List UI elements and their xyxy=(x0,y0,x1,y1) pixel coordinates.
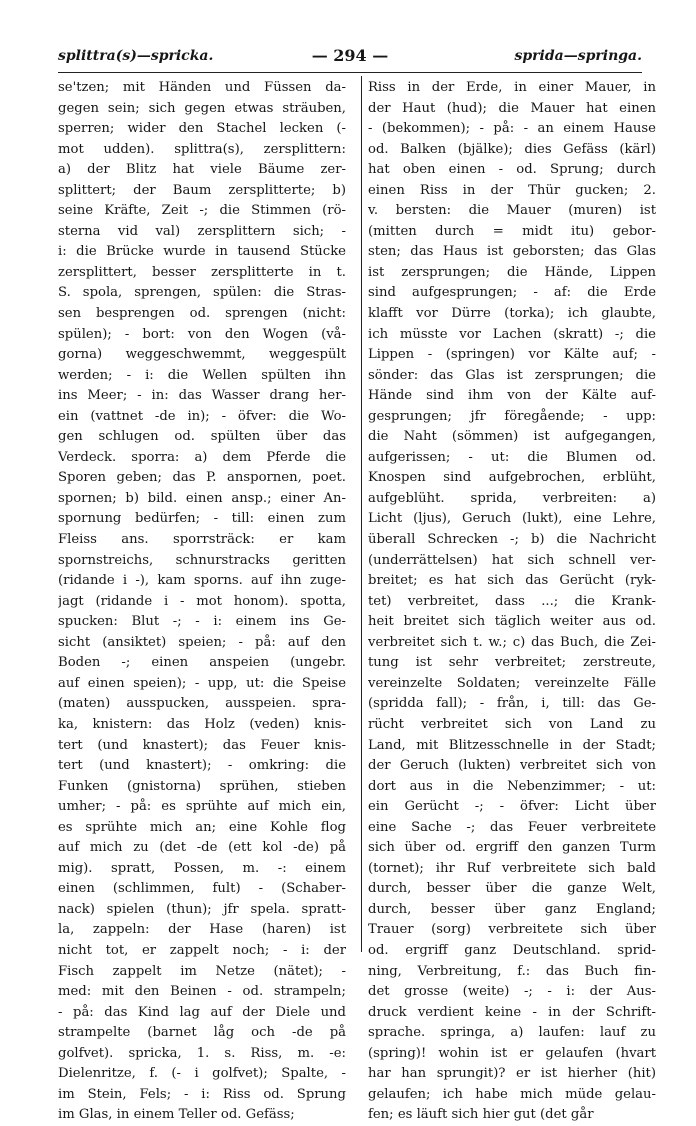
text-line: sind aufgesprungen; - af: die Erde xyxy=(368,285,656,301)
header-rule xyxy=(58,72,642,73)
text-line: einen Riss in der Thür gucken; 2. xyxy=(368,182,656,198)
text-line: golfvet). spricka, 1. s. Riss, m. -e: xyxy=(58,1045,346,1061)
text-line: Hände sind ihm von der Kälte auf- xyxy=(368,388,656,404)
text-line: fen; es läuft sich hier gut (det går xyxy=(368,1107,594,1123)
text-line: Trauer (sorg) verbreitete sich über xyxy=(368,922,656,938)
left-column xyxy=(58,78,346,1126)
text-line: tert (und knastert); - omkring: die xyxy=(58,758,346,774)
text-line: heit breitet sich täglich weiter aus od. xyxy=(368,614,656,630)
text-line: ins Meer; - in: das Wasser drang her- xyxy=(58,388,346,404)
text-line: mig). spratt, Possen, m. -: einem xyxy=(58,860,346,876)
text-line: (spridda fall); - från, i, till: das Ge- xyxy=(368,696,656,712)
text-line: einen (schlimmen, fult) - (Schaber- xyxy=(58,881,346,897)
text-line: der Haut (hud); die Mauer hat einen xyxy=(368,100,656,116)
text-line: ich müsste vor Lachen (skratt) -; die xyxy=(368,326,656,342)
text-line: rücht verbreitet sich von Land zu xyxy=(368,716,656,732)
text-line: sperren; wider den Stachel lecken (- xyxy=(58,121,346,137)
text-line: se'tzen; mit Händen und Füssen da- xyxy=(58,80,346,95)
text-line: auf mich zu (det -de (ett kol -de) på xyxy=(58,840,346,856)
header-right-guide-words: sprida—springa. xyxy=(514,48,642,64)
text-line: der Geruch (lukten) verbreitet sich von xyxy=(368,758,656,774)
text-line: Fisch zappelt im Netze (nätet); - xyxy=(58,963,346,979)
text-line: im Stein, Fels; - i: Riss od. Sprung xyxy=(58,1086,346,1102)
text-line: gesprungen; jfr föregående; - upp: xyxy=(368,408,656,424)
text-line: klafft vor Dürre (torka); ich glaubte, xyxy=(368,306,656,322)
text-line: mot udden). splittra(s), zersplittern: xyxy=(58,141,346,157)
column-divider xyxy=(361,76,362,952)
text-line: hat oben einen - od. Sprung; durch xyxy=(368,162,656,178)
text-line: gen schlugen od. spülten über das xyxy=(58,429,346,445)
text-line: (underrättelsen) hat sich schnell ver- xyxy=(368,552,656,568)
text-line: Funken (gnistorna) sprühen, stieben xyxy=(58,778,346,794)
text-line: (maten) ausspucken, ausspeien. spra- xyxy=(58,696,346,712)
text-line: werden; - i: die Wellen spülten ihn xyxy=(58,367,346,383)
text-line: spornstreichs, schnurstracks geritten xyxy=(58,552,346,568)
page-number: — 294 — xyxy=(311,46,389,65)
text-line: Fleiss ans. sporrsträck: er kam xyxy=(58,532,346,548)
text-line: tert (und knastert); das Feuer knis- xyxy=(58,737,346,753)
text-line: Verdeck. sporra: a) dem Pferde die xyxy=(58,449,346,465)
text-line: aufgeblüht. sprida, verbreiten: a) xyxy=(368,490,656,506)
text-line: zersplittert, besser zersplitterte in t. xyxy=(58,264,346,280)
text-line: ein (vattnet -de in); - öfver: die Wo- xyxy=(58,408,346,424)
text-line: spornung bedürfen; - till: einen zum xyxy=(58,511,346,527)
text-line: druck verdient keine - in der Schrift- xyxy=(368,1004,656,1020)
text-line: - på: das Kind lag auf der Diele und xyxy=(58,1004,346,1020)
text-line: umher; - på: es sprühte auf mich ein, xyxy=(58,799,346,815)
text-line: sich über od. ergriff den ganzen Turm xyxy=(368,840,656,856)
header-left-guide-words: splittra(s)—spricka. xyxy=(58,48,214,64)
text-line: Lippen - (springen) vor Kälte auf; - xyxy=(368,347,656,363)
text-line: tet) verbreitet, dass ...; die Krank- xyxy=(368,593,656,609)
text-line: (spring)! wohin ist er gelaufen (hvart xyxy=(368,1045,656,1061)
text-line: überall Schrecken -; b) die Nachricht xyxy=(368,532,656,548)
text-line: es sprühte mich an; eine Kohle flog xyxy=(58,819,346,835)
text-line: Knospen sind aufgebrochen, erblüht, xyxy=(368,470,656,486)
text-line: S. spola, sprengen, spülen: die Stras- xyxy=(58,285,346,301)
text-line: dort aus in die Nebenzimmer; - ut: xyxy=(368,778,656,794)
text-line: ning, Verbreitung, f.: das Buch fin- xyxy=(368,963,656,979)
text-line: verbreitet sich t. w.; c) das Buch, die Zei- xyxy=(368,634,656,650)
text-line: jagt (ridande i - mot honom). spotta, xyxy=(58,593,346,609)
text-line: gorna) weggeschwemmt, weggespült xyxy=(58,347,346,363)
text-line: (mitten durch = midt itu) gebor- xyxy=(368,223,656,239)
text-line: Riss in der Erde, in einer Mauer, in xyxy=(368,80,656,95)
text-line: gegen sein; sich gegen etwas sträuben, xyxy=(58,100,346,116)
text-line: spülen); - bort: von den Wogen (vå- xyxy=(58,326,346,342)
text-line: spornen; b) bild. einen ansp.; einer An- xyxy=(58,490,346,506)
text-line: nack) spielen (thun); jfr spela. spratt- xyxy=(58,901,346,917)
text-line: sten; das Haus ist geborsten; das Glas xyxy=(368,244,656,260)
text-line: sprache. springa, a) laufen: lauf zu xyxy=(368,1025,656,1041)
text-line: nicht tot, er zappelt noch; - i: der xyxy=(58,942,346,958)
text-line: gelaufen; ich habe mich müde gelau- xyxy=(368,1086,656,1102)
text-line: a) der Blitz hat viele Bäume zer- xyxy=(58,162,346,178)
text-line: Land, mit Blitzesschnelle in der Stadt; xyxy=(368,737,656,753)
text-line: Licht (ljus), Geruch (lukt), eine Lehre, xyxy=(368,511,656,527)
text-line: durch, besser über ganz England; xyxy=(368,901,656,917)
text-line: (ridande i -), kam sporns. auf ihn zuge- xyxy=(58,573,346,589)
text-line: eine Sache -; das Feuer verbreitete xyxy=(368,819,656,835)
text-line: durch, besser über die ganze Welt, xyxy=(368,881,656,897)
text-line: seine Kräfte, Zeit -; die Stimmen (rö- xyxy=(58,203,346,219)
text-line: tung ist sehr verbreitet; zerstreute, xyxy=(368,655,656,671)
text-line: la, zappeln: der Hase (haren) ist xyxy=(58,922,346,938)
text-line: od. ergriff ganz Deutschland. sprid- xyxy=(368,942,656,958)
text-line: Sporen geben; das P. anspornen, poet. xyxy=(58,470,346,486)
text-line: sen besprengen od. sprengen (nicht: xyxy=(58,306,346,322)
text-line: har han sprungit)? er ist hierher (hit) xyxy=(368,1066,656,1082)
text-line: (tornet); ihr Ruf verbreitete sich bald xyxy=(368,860,656,876)
text-line: det grosse (weite) -; - i: der Aus- xyxy=(368,984,656,1000)
text-line: im Glas, in einem Teller od. Gefäss; xyxy=(58,1107,295,1123)
text-line: od. Balken (bjälke); dies Gefäss (kärl) xyxy=(368,141,656,157)
text-line: Dielenritze, f. (- i golfvet); Spalte, - xyxy=(58,1066,346,1082)
text-line: med: mit den Beinen - od. strampeln; xyxy=(58,984,346,1000)
text-line: ist zersprungen; die Hände, Lippen xyxy=(368,264,656,280)
text-line: strampelte (barnet låg och -de på xyxy=(58,1025,346,1041)
text-line: Boden -; einen anspeien (ungebr. xyxy=(58,655,346,671)
text-line: sönder: das Glas ist zersprungen; die xyxy=(368,367,656,383)
text-line: auf einen speien); - upp, ut: die Speise xyxy=(58,675,346,691)
right-column xyxy=(368,78,656,1126)
text-line: vereinzelte Soldaten; vereinzelte Fälle xyxy=(368,675,656,691)
text-line: sterna vid val) zersplittern sich; - xyxy=(58,223,346,239)
text-line: - (bekommen); - på: - an einem Hause xyxy=(368,121,656,137)
text-line: splittert; der Baum zersplitterte; b) xyxy=(58,182,346,198)
text-line: breitet; es hat sich das Gerücht (ryk- xyxy=(368,573,656,589)
text-line: die Naht (sömmen) ist aufgegangen, xyxy=(368,429,656,445)
text-line: ein Gerücht -; - öfver: Licht über xyxy=(368,799,656,815)
text-line: sicht (ansiktet) speien; - på: auf den xyxy=(58,634,346,650)
text-line: i: die Brücke wurde in tausend Stücke xyxy=(58,244,346,260)
running-header xyxy=(58,48,642,70)
text-line: spucken: Blut -; - i: einem ins Ge- xyxy=(58,614,346,630)
text-line: aufgerissen; - ut: die Blumen od. xyxy=(368,449,656,465)
text-line: v. bersten: die Mauer (muren) ist xyxy=(368,203,656,219)
text-line: ka, knistern: das Holz (veden) knis- xyxy=(58,716,346,732)
